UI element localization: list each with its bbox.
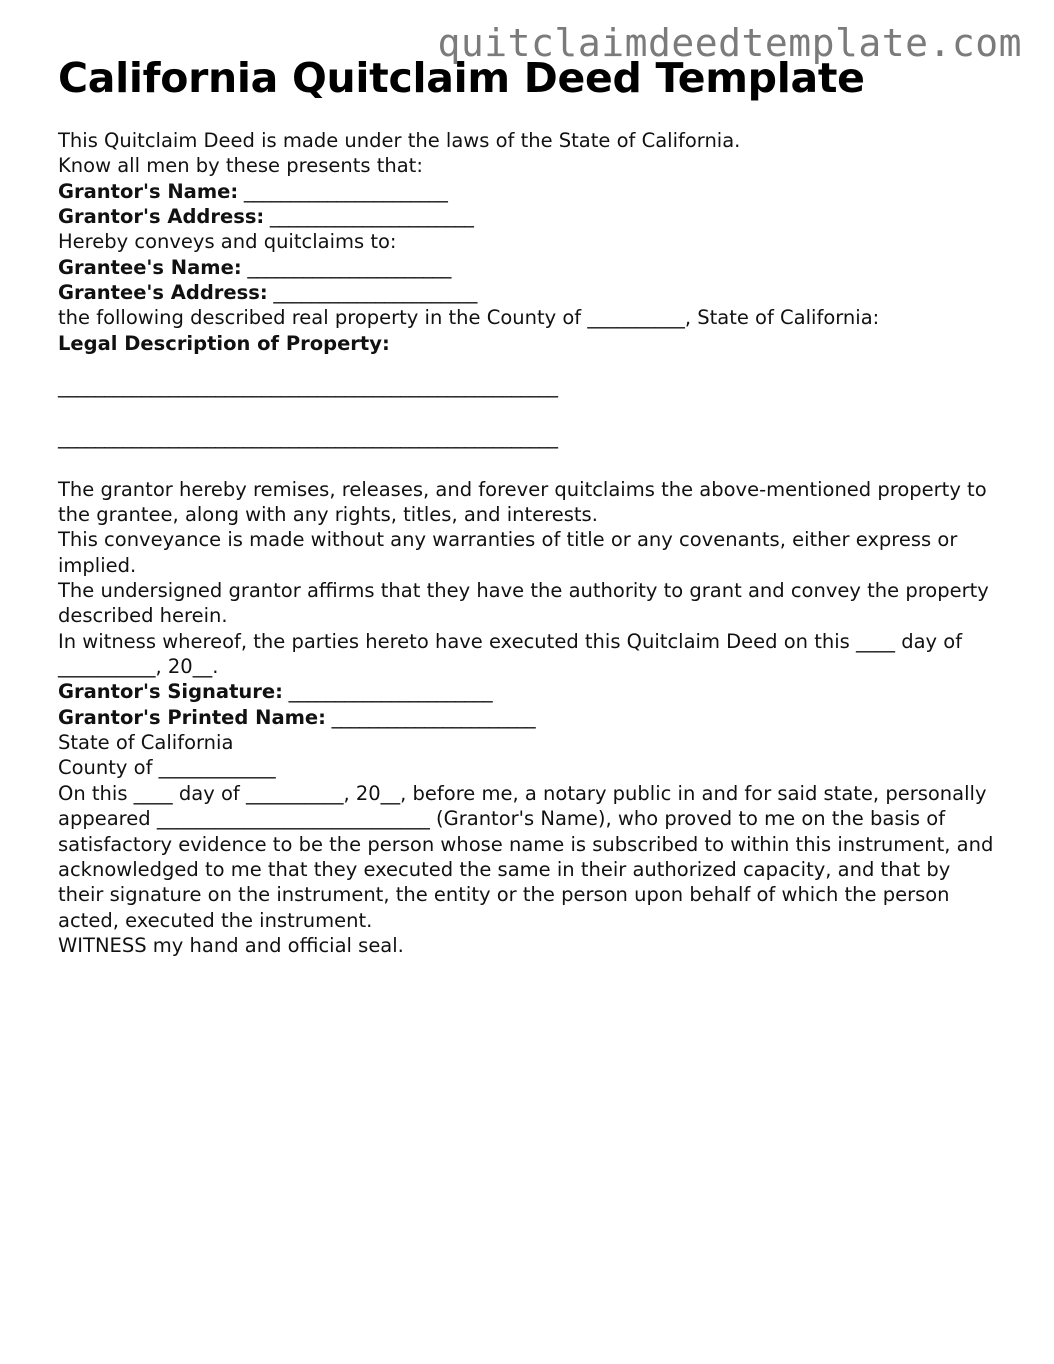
document-body: [58, 102, 996, 958]
presents-paragraph: Know all men by these presents that:: [58, 154, 423, 178]
grantor-name-label: Grantor's Name:: [58, 179, 239, 203]
legal-description-label: Legal Description of Property:: [58, 331, 390, 355]
grantor-address-blank[interactable]: ______________________: [264, 204, 474, 228]
grantee-name-field: [58, 255, 996, 280]
legal-description-blank-lines: [58, 374, 996, 451]
watermark-site-url: quitclaimdeedtemplate.com: [437, 21, 1022, 65]
county-of-line[interactable]: County of ____________: [58, 756, 276, 780]
notary-acknowledgement-paragraph: On this ____ day of __________, 20__, before me, a notary public in and for said state, personally appeared ____________________________ (Grantor's Name), who proved to me on the basis of satisfactory evidence to be the person whose name is subscribed to within this instrument, and acknowledged to me that they executed the same in their authorized capacity, and that by their signature on the instrument, the entity or the person upon behalf of which the person acted, executed the instrument.: [58, 781, 994, 932]
intro-paragraph: This Quitclaim Deed is made under the laws of the State of California.: [58, 128, 741, 152]
grantee-name-label: Grantee's Name:: [58, 255, 242, 279]
grantor-name-field: [58, 179, 996, 204]
grantee-name-blank[interactable]: ______________________: [241, 255, 451, 279]
remises-paragraph: The grantor hereby remises, releases, and forever quitclaims the above-mentioned property to the grantee, along with any rights, titles, and interests.: [58, 477, 987, 527]
grantor-address-field: [58, 204, 996, 229]
grantor-signature-label: Grantor's Signature:: [58, 680, 283, 704]
county-state-line: the following described real property in the County of __________, State of California:: [58, 306, 880, 330]
grantor-address-label: Grantor's Address:: [58, 204, 265, 228]
conveyance-paragraph: This conveyance is made without any warranties of title or any covenants, either express or implied.: [58, 528, 958, 577]
grantor-signature-field: [58, 679, 996, 704]
grantor-printed-name-blank[interactable]: ______________________: [325, 705, 536, 729]
conveys-paragraph: Hereby conveys and quitclaims to:: [58, 230, 397, 254]
grantor-printed-name-label: Grantor's Printed Name:: [58, 705, 326, 729]
grantee-address-field: [58, 280, 996, 305]
legal-description-line-2[interactable]: ______________________________________________________: [58, 426, 558, 450]
grantor-name-blank[interactable]: ______________________: [238, 179, 448, 203]
witness-seal-line: WITNESS my hand and official seal.: [58, 933, 404, 957]
grantor-signature-blank[interactable]: ______________________: [282, 680, 493, 704]
state-of-california-line: State of California: [58, 731, 234, 755]
grantee-address-blank[interactable]: ______________________: [267, 280, 477, 304]
legal-description-line-1[interactable]: ______________________________________________________: [58, 375, 558, 398]
grantee-address-label: Grantee's Address:: [58, 280, 268, 304]
authority-paragraph: The undersigned grantor affirms that they have the authority to grant and convey the property described herein.: [58, 579, 989, 628]
grantor-printed-name-field: [58, 705, 996, 730]
witness-whereof-paragraph: In witness whereof, the parties hereto have executed this Quitclaim Deed on this ____ day of __________, 20__.: [58, 629, 963, 679]
page-title: California Quitclaim Deed Template: [58, 54, 865, 102]
